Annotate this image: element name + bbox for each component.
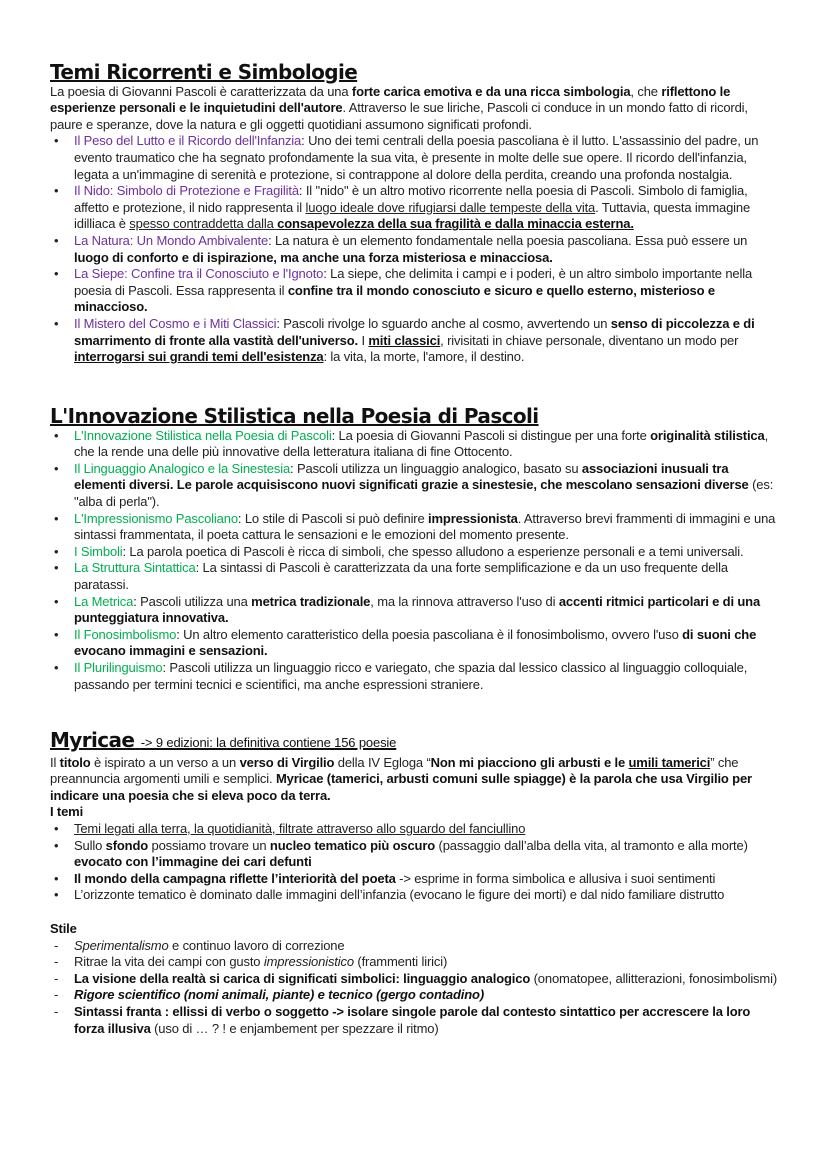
list-item: [50, 627, 780, 660]
list-item: [50, 987, 780, 1004]
text-run: : La sintassi di Pascoli è caratterizzata da una forte semplificazione e da un uso frequente della paratassi.: [74, 560, 728, 592]
item-heading: La Siepe: Confine tra il Conosciuto e l'Ignoto: [74, 266, 324, 282]
item-heading: La Struttura Sintattica: [74, 560, 196, 576]
text-run: spesso contraddetta dalla: [129, 216, 278, 232]
text-run: consapevolezza della sua fragilità e dalla minaccia esterna.: [277, 216, 634, 232]
list-item: [50, 954, 780, 971]
text-run: La visione della realtà si carica di significati simbolici: linguaggio analogico: [74, 970, 531, 986]
stile-list: [50, 938, 780, 1038]
text-run: : la vita, la morte, l'amore, il destino.: [323, 349, 525, 365]
text-run: I: [358, 332, 369, 348]
section-myricae: [50, 728, 780, 1037]
item-heading: Il Nido: Simbolo di Protezione e Fragilità: [74, 183, 299, 199]
text-run: (uso di … ? ! e enjambement per spezzare il ritmo): [150, 1020, 439, 1036]
style-list: [50, 428, 780, 694]
text-run: : La parola poetica di Pascoli è ricca di simboli, che spesso alludono a esperienze personali e a temi universali.: [122, 543, 744, 559]
myricae-intro: [50, 755, 780, 805]
section-title: Temi Ricorrenti e Simbologie: [50, 60, 358, 84]
text-run: luogo ideale dove rifugiarsi dalle tempeste della vita: [305, 199, 596, 215]
text-run: Non mi piacciono gli arbusti e le: [430, 754, 629, 770]
list-item: [50, 871, 780, 888]
text-run: . Attraverso le sue liriche, Pascoli ci conduce in un mondo fatto di ricordi, paure e speranze, dove la natura e gli oggetti quotidiani assumono significati profondi.: [50, 100, 748, 132]
text-run: interrogarsi sui grandi temi dell'esistenza: [74, 349, 324, 365]
text-run: (es: "alba di perla").: [74, 477, 774, 509]
text-run: confine tra il mondo conosciuto e sicuro e quello esterno, misterioso e minaccioso.: [74, 282, 715, 315]
text-run: Sperimentalismo: [74, 937, 169, 953]
text-run: . Tuttavia, questa immagine idilliaca è: [74, 199, 751, 232]
text-run: Myricae (tamerici, arbusti comuni sulle spiagge) è la parola che usa Virgilio per indicare una poesia che si eleva poco da terra.: [50, 771, 752, 803]
text-run: : Uno dei temi centrali della poesia pascoliana è il lutto. L'assassinio del padre, un evento traumatico che ha segnato profondamente la sua vita, è presente in molte delle sue opere. Il ricordo dell'infanzia, legata a un'immagine di serenità e protezione, si contrappone al dolore della perdita, creando una profonda nostalgia.: [74, 133, 759, 182]
section-temi-ricorrenti: [50, 60, 780, 366]
section-innovazione: [50, 404, 780, 693]
text-run: : La poesia di Giovanni Pascoli si distingue per una forte: [331, 427, 651, 443]
text-run: possiamo trovare un: [148, 837, 270, 853]
list-item: [50, 821, 780, 838]
text-run: La poesia di Giovanni Pascoli è caratterizzata da una: [50, 83, 352, 99]
text-run: ” che preannuncia argomenti umili e semplici.: [50, 754, 739, 787]
text-run: Rigore scientifico (nomi animali, piante) e tecnico (gergo contadino): [74, 987, 485, 1003]
list-item: [50, 887, 780, 904]
text-run: Il: [50, 754, 60, 770]
intro-paragraph: [50, 84, 780, 134]
text-run: accenti ritmici particolari e di una punteggiatura innovativa.: [74, 593, 761, 626]
list-item: [50, 594, 780, 627]
text-run: : Pascoli utilizza una: [133, 593, 252, 609]
list-item: [50, 183, 780, 233]
text-run: di suoni che evocano immagini e sensazioni.: [74, 626, 757, 659]
list-item: [50, 838, 780, 871]
list-item: [50, 233, 780, 266]
list-item: [50, 1004, 780, 1037]
text-run: L’orizzonte tematico è dominato dalle immagini dell’infanzia (evocano le figure dei morti) e dal nido familiare distrutto: [74, 887, 725, 903]
text-run: della IV Egloga “: [334, 754, 431, 770]
text-run: : La siepe, che delimita i campi e i poderi, è un altro simbolo importante nella poesia di Pascoli. Essa rappresenta il: [74, 266, 753, 298]
stile-label: Stile: [50, 920, 77, 936]
item-heading: Il Mistero del Cosmo e i Miti Classici: [74, 315, 277, 331]
text-run: , che la rende una delle più innovative della letteratura italiana di fine Ottocento.: [74, 427, 769, 460]
list-item: [50, 560, 780, 593]
text-run: (passaggio dall’alba della vita, al tramonto e alla morte): [435, 837, 748, 853]
text-run: . Attraverso brevi frammenti di immagini e una sintassi frammentata, il poeta cattura le sensazioni e le emozioni del momento presente.: [74, 510, 776, 543]
text-run: nucleo tematico più oscuro: [269, 837, 436, 853]
text-run: : Pascoli rivolge lo sguardo anche al cosmo, avvertendo un: [276, 315, 611, 331]
text-run: : Il "nido" è un altro motivo ricorrente nella poesia di Pascoli. Simbolo di famiglia, affetto e protezione, il nido rappresenta il: [74, 183, 748, 215]
text-run: senso di piccolezza e di smarrimento di fronte alla vastità dell'universo.: [74, 315, 755, 348]
list-item: [50, 461, 780, 511]
text-run: titolo: [59, 754, 91, 770]
text-run: Sintassi franta : ellissi di verbo o soggetto -> isolare singole parole dal contesto sintattico per accrescere la loro forza illusiva: [74, 1003, 751, 1036]
text-run: miti classici: [368, 332, 441, 348]
myricae-title: Myricae: [50, 728, 135, 752]
item-heading: La Metrica: [74, 593, 134, 609]
text-run: verso di Virgilio: [239, 754, 335, 770]
text-run: sfondo: [105, 837, 149, 853]
list-item: [50, 660, 780, 693]
list-item: [50, 971, 780, 988]
list-item: [50, 544, 780, 561]
item-heading: Il Fonosimbolismo: [74, 626, 177, 642]
text-run: -> esprime in forma simbolica e allusiva i suoi sentimenti: [395, 870, 716, 886]
section-title: L'Innovazione Stilistica nella Poesia di Pascoli: [50, 404, 539, 428]
myricae-subtitle: -> 9 edizioni: la definitiva contiene 156 poesie: [140, 735, 397, 750]
text-run: Sullo: [74, 837, 106, 853]
text-run: , che: [630, 83, 662, 99]
text-run: e continuo lavoro di correzione: [168, 937, 345, 953]
text-run: , rivisitati in chiave personale, diventano un modo per: [440, 332, 739, 348]
item-heading: Il Plurilinguismo: [74, 659, 163, 675]
text-run: : La natura è un elemento fondamentale nella poesia pascoliana. Essa può essere un: [268, 232, 748, 248]
item-heading: Il Peso del Lutto e il Ricordo dell'Infanzia: [74, 133, 302, 149]
list-item: [50, 938, 780, 955]
text-run: metrica tradizionale: [251, 593, 371, 609]
text-run: forte carica emotiva e da una ricca simbologia: [351, 83, 631, 99]
text-run: : Pascoli utilizza un linguaggio analogico, basato su: [290, 460, 582, 476]
item-heading: Il Linguaggio Analogico e la Sinestesia: [74, 460, 291, 476]
text-run: (frammenti lirici): [353, 954, 448, 970]
item-heading: L'Innovazione Stilistica nella Poesia di Pascoli: [74, 427, 332, 443]
text-run: : Un altro elemento caratteristico della poesia pascoliana è il fonosimbolismo, ovvero l'uso: [176, 626, 683, 642]
text-run: : Pascoli utilizza un linguaggio ricco e variegato, che spazia dal lessico classico al linguaggio colloquiale, passando per termini tecnici e scientifici, ma anche espressioni straniere.: [74, 659, 748, 692]
text-run: è ispirato a un verso a un: [90, 754, 240, 770]
themes-list: [50, 133, 780, 365]
text-run: Il mondo della campagna riflette l’interiorità del poeta: [74, 870, 396, 886]
text-run: Temi legati alla terra, la quotidianità, filtrate attraverso allo sguardo del fanciullino: [74, 820, 526, 836]
section-title: [50, 728, 780, 752]
list-item: [50, 428, 780, 461]
list-item: [50, 316, 780, 366]
text-run: evocato con l’immagine dei cari defunti: [74, 854, 312, 870]
item-heading: I Simboli: [74, 543, 123, 559]
text-run: impressionistico: [263, 954, 354, 970]
text-run: impressionista: [428, 510, 518, 526]
text-run: : Lo stile di Pascoli si può definire: [237, 510, 429, 526]
text-run: associazioni inusuali tra elementi diversi. Le parole acquisiscono nuovi significati grazie a sinestesie, che mescolano sensazioni diverse: [74, 460, 749, 493]
list-item: [50, 133, 780, 183]
text-run: (onomatopee, allitterazioni, fonosimbolismi): [530, 970, 778, 986]
list-item: [50, 266, 780, 316]
list-item: [50, 511, 780, 544]
text-run: originalità stilistica: [650, 427, 765, 443]
text-run: luogo di conforto e di ispirazione, ma anche una forza misteriosa e minacciosa.: [74, 249, 553, 265]
text-run: , ma la rinnova attraverso l'uso di: [370, 593, 559, 609]
text-run: umili tamerici: [628, 754, 711, 770]
text-run: riflettono le esperienze personali e le inquietudini dell'autore: [50, 83, 731, 116]
temi-label: I temi: [50, 804, 84, 820]
item-heading: La Natura: Un Mondo Ambivalente: [74, 232, 269, 248]
item-heading: L'Impressionismo Pascoliano: [74, 510, 238, 526]
text-run: Ritrae la vita dei campi con gusto: [74, 954, 264, 970]
temi-list: [50, 821, 780, 904]
